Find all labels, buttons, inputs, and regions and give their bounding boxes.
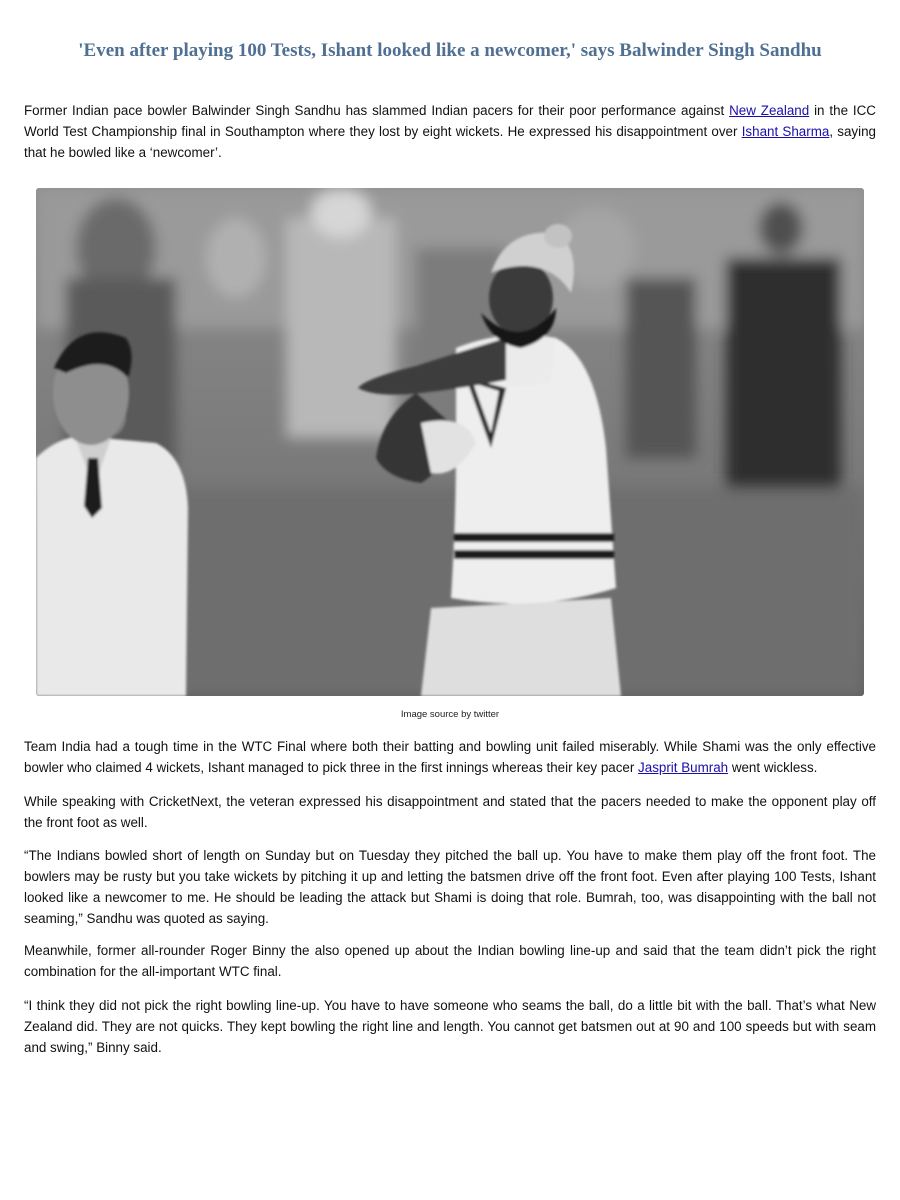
article-photo [36, 188, 864, 696]
intro-text-1: Former Indian pace bowler Balwinder Singh Sandhu has slammed Indian pacers for their poor performance against [24, 103, 730, 118]
paragraph-3: “The Indians bowled short of length on Sunday but on Tuesday they pitched the ball up. You have to make them play off the front foot. The bowlers may be rusty but you take wickets by pitching it up and letting the batsmen drive off the front foot. Even after playing 100 Tests, Ishant looked like a newcomer to me. He should be leading the attack but Shami is doing that role. Bumrah, too, was disappointing with the ball not seaming,” Sandhu was quoted as saying. [24, 848, 876, 926]
paragraph-2: While speaking with CricketNext, the veteran expressed his disappointment and stated that the pacers needed to make the opponent play off the front foot as well. [24, 794, 876, 830]
intro-text-3: , saying that he bowled like a ‘newcomer’. [24, 124, 876, 160]
ishant-sharma-link[interactable]: Ishant Sharma [741, 124, 830, 139]
article-title: 'Even after playing 100 Tests, Ishant looked like a newcomer,' says Balwinder Singh Sandhu [78, 40, 822, 61]
p1-text-1: Team India had a tough time in the WTC Final where both their batting and bowling unit failed miserably. While Shami was the only effective bowler who claimed 4 wickets, Ishant managed to pick three in the first innings whereas their key pacer [24, 739, 876, 775]
paragraph-5: “I think they did not pick the right bowling line-up. You have to have someone who seams the ball, do a little bit with the ball. That’s what New Zealand did. They are not quicks. They kept bowling the right line and length. You cannot get batsmen out at 90 and 100 speeds but with seam and swing,” Binny said. [24, 998, 876, 1055]
image-caption: Image source by twitter [400, 709, 500, 720]
jasprit-bumrah-link[interactable]: Jasprit Bumrah [638, 760, 729, 775]
intro-text-2: in the ICC World Test Championship final in Southampton where they lost by eight wickets. He expressed his disappointment over [24, 103, 876, 139]
intro-paragraph [24, 100, 876, 163]
paragraph-4: Meanwhile, former all-rounder Roger Binny the also opened up about the Indian bowling line-up and said that the team didn’t pick the right combination for the all-important WTC final. [24, 943, 876, 979]
paragraph-1 [24, 736, 876, 778]
new-zealand-link[interactable]: New Zealand [729, 103, 810, 118]
p1-text-2: went wickless. [728, 760, 818, 775]
